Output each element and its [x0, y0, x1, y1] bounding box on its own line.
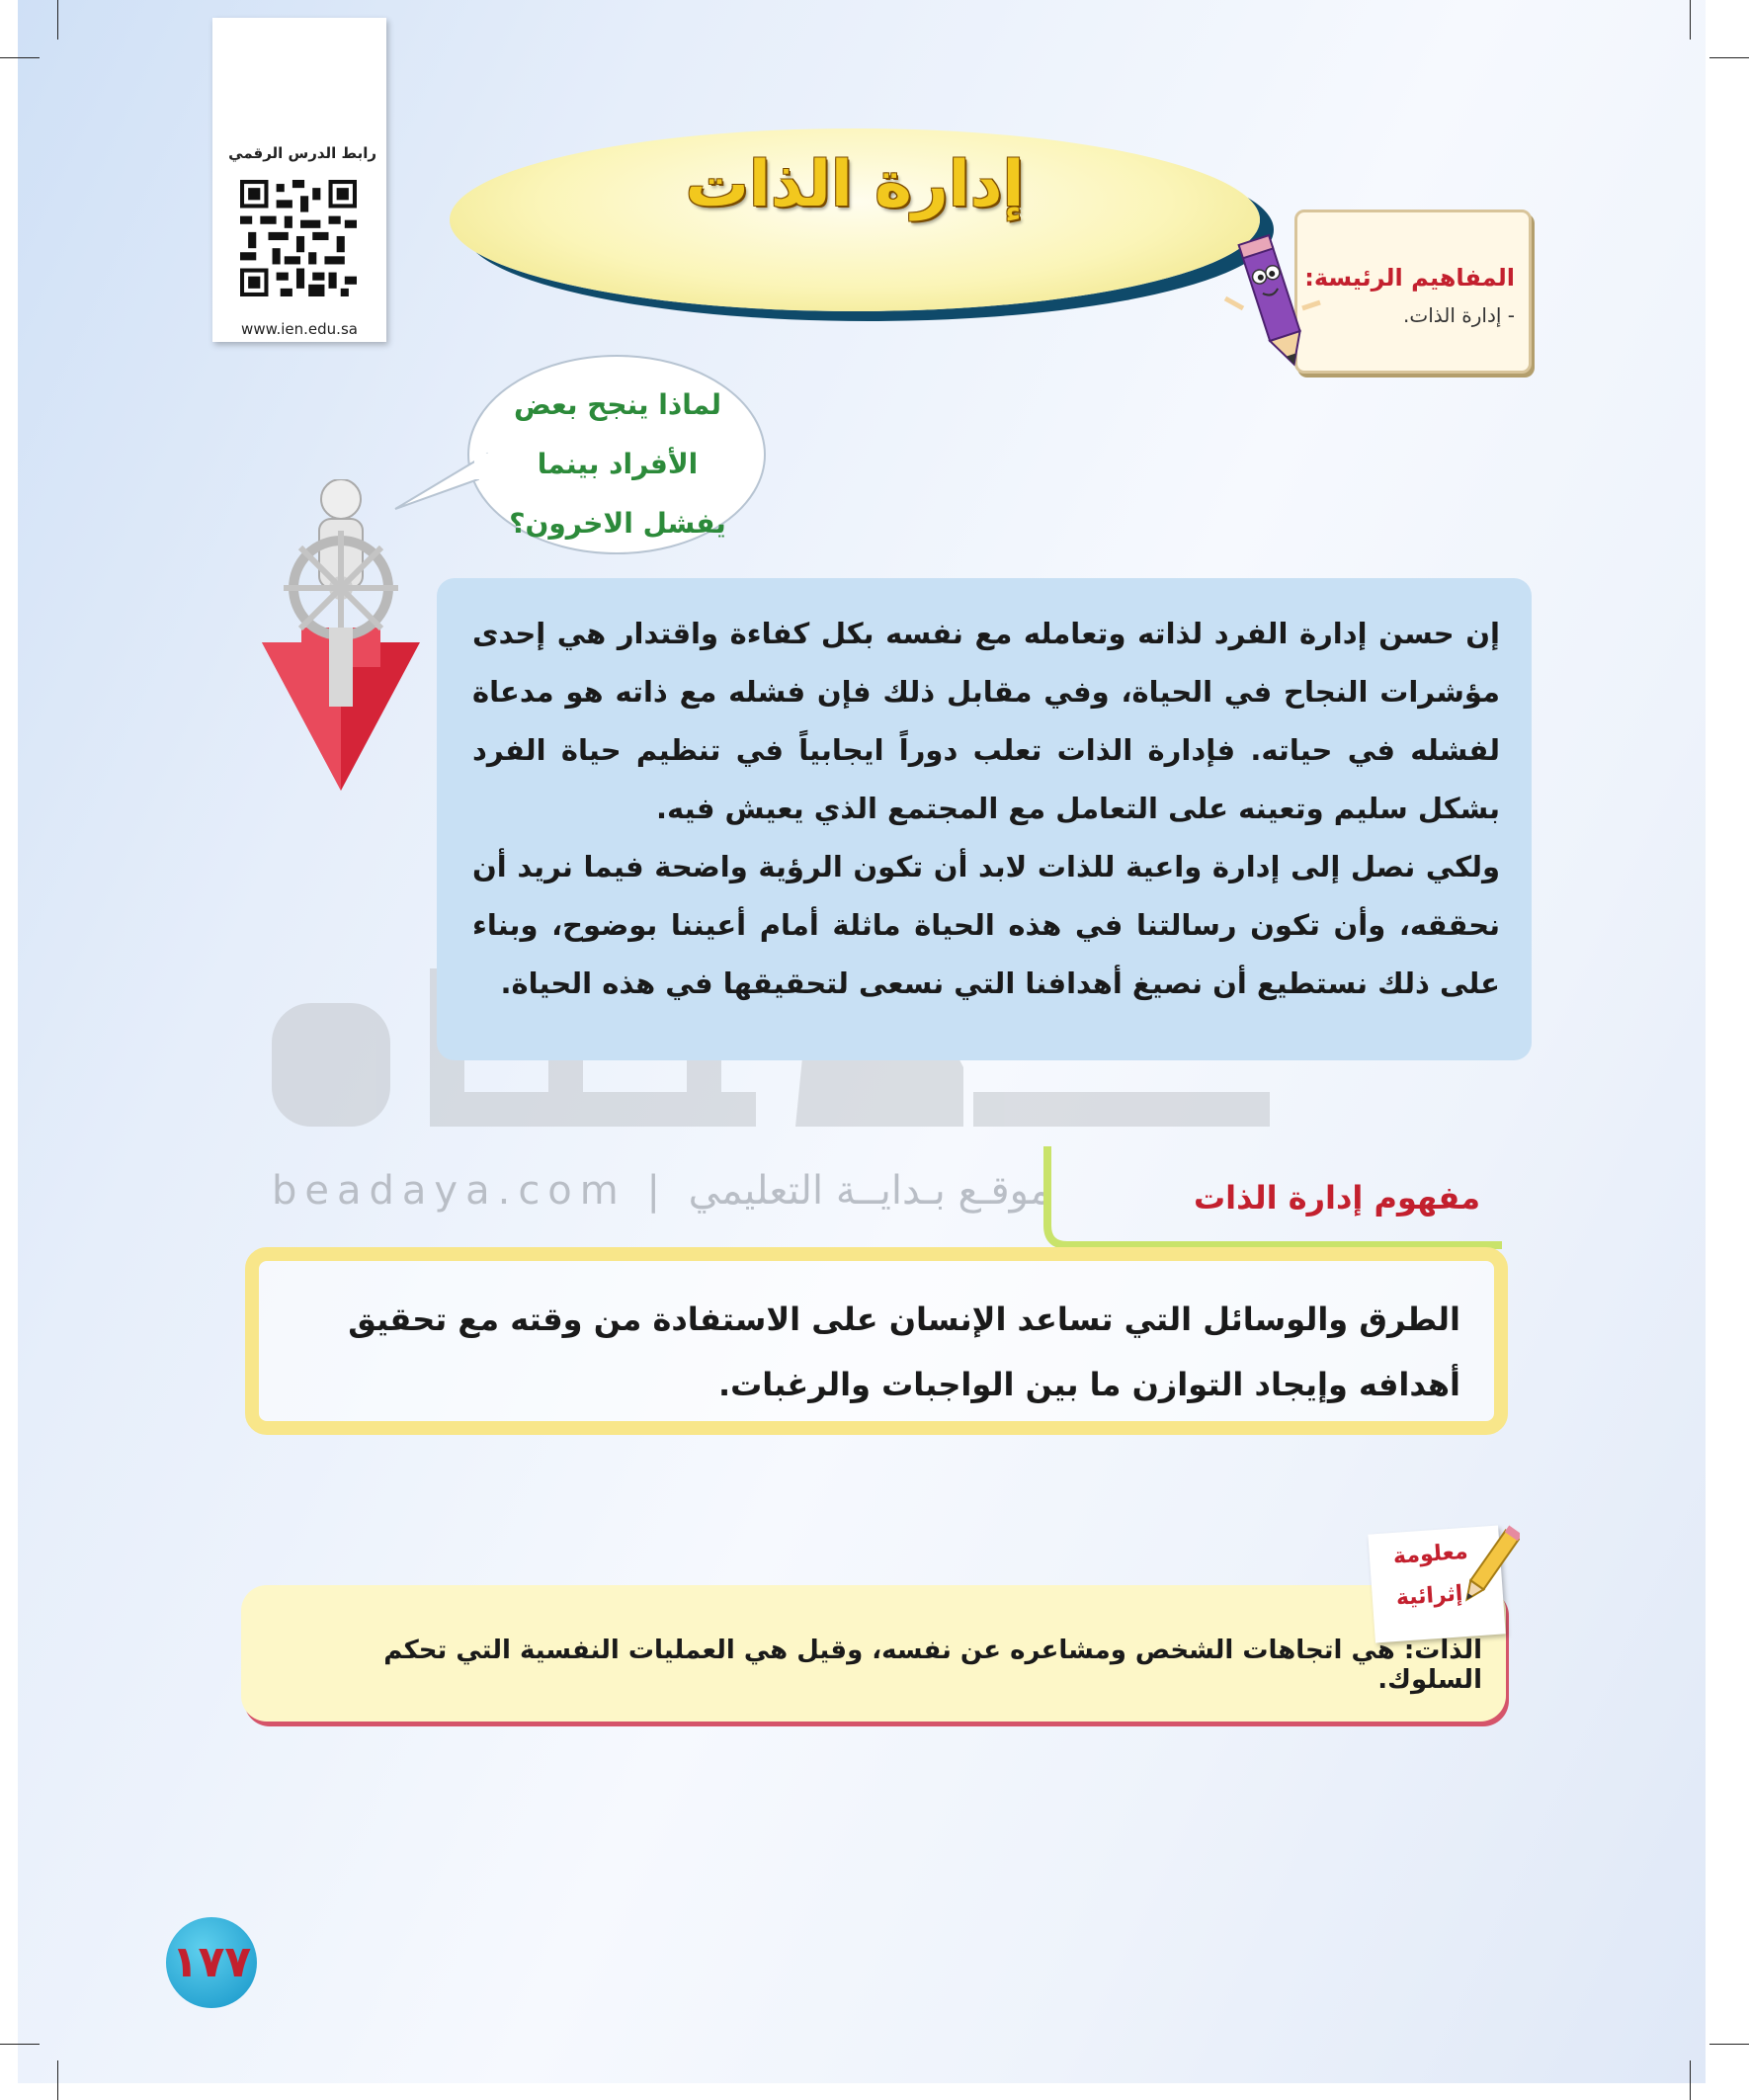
main-text	[472, 605, 1500, 1013]
pencil-icon	[1460, 1522, 1520, 1611]
ship-wheel-figure-icon	[242, 479, 440, 805]
speech-bubble-text	[464, 376, 771, 553]
enrichment-tag-line: معلومة	[1392, 1539, 1469, 1569]
enrichment-text: الذات: هي اتجاهات الشخص ومشاعره عن نفسه، وقيل هي العمليات النفسية التي تحكم السلوك.	[383, 1636, 1482, 1695]
watermark-url: beadaya.com | موقـع بـدايــة التعليمي	[272, 1168, 1051, 1214]
page-number: ١٧٧	[166, 1917, 257, 2008]
qr-url[interactable]: www.ien.edu.sa	[241, 320, 358, 338]
paragraph: إن حسن إدارة الفرد لذاته وتعامله مع نفسه بكل كفاءة واقتدار هي إحدى مؤشرات النجاح في الحياة، وفي مقابل ذلك فإن فشله مع ذاته هو مدعاة لفشله في حياته. فإدارة الذات تعلب دوراً ايجابياً في تنظيم حياة الفرد بشكل سليم وتعينه على التعامل مع المجتمع الذي يعيش فيه.	[472, 617, 1500, 825]
crop-mark	[57, 2060, 58, 2100]
crop-mark	[0, 57, 40, 58]
enrichment-tag-line: إثرائية	[1395, 1581, 1464, 1611]
speech-line: لماذا ينجح بعض	[513, 388, 722, 421]
key-concepts-title: المفاهيم الرئيسة:	[1304, 264, 1515, 292]
crop-mark	[1709, 2044, 1749, 2045]
paragraph: ولكي نصل إلى إدارة واعية للذات لابد أن تكون الرؤية واضحة فيما نريد أن نحققه، وأن تكون رسالتنا في هذه الحياة ماثلة أمام أعيننا بوضوح، وبناء على ذلك نستطيع أن نصيغ أهدافنا التي نسعى لتحقيقها في هذه الحياة.	[472, 850, 1500, 1000]
concept-heading: مفهوم إدارة الذات	[1193, 1179, 1480, 1217]
crop-mark	[57, 0, 58, 40]
qr-code-icon[interactable]	[240, 180, 357, 296]
definition-text: الطرق والوسائل التي تساعد الإنسان على الاستفادة من وقته مع تحقيق أهدافه وإيجاد التوازن ما بين الواجبات والرغبات.	[348, 1301, 1460, 1403]
crop-mark	[0, 2044, 40, 2045]
crop-mark	[1690, 0, 1691, 40]
qr-card[interactable]	[212, 18, 386, 342]
crop-mark	[1690, 2060, 1691, 2100]
speech-line: الأفراد بينما	[537, 448, 699, 480]
qr-label: رابط الدرس الرقمي	[228, 144, 376, 162]
pencil-character-icon	[1223, 219, 1322, 378]
key-concept-item: - إدارة الذات.	[1403, 303, 1515, 327]
speech-line: يفشل الاخرون؟	[509, 507, 726, 540]
crop-mark	[1709, 57, 1749, 58]
page-title: إدارة الذات	[685, 148, 1025, 221]
key-concepts-card	[1294, 210, 1532, 374]
